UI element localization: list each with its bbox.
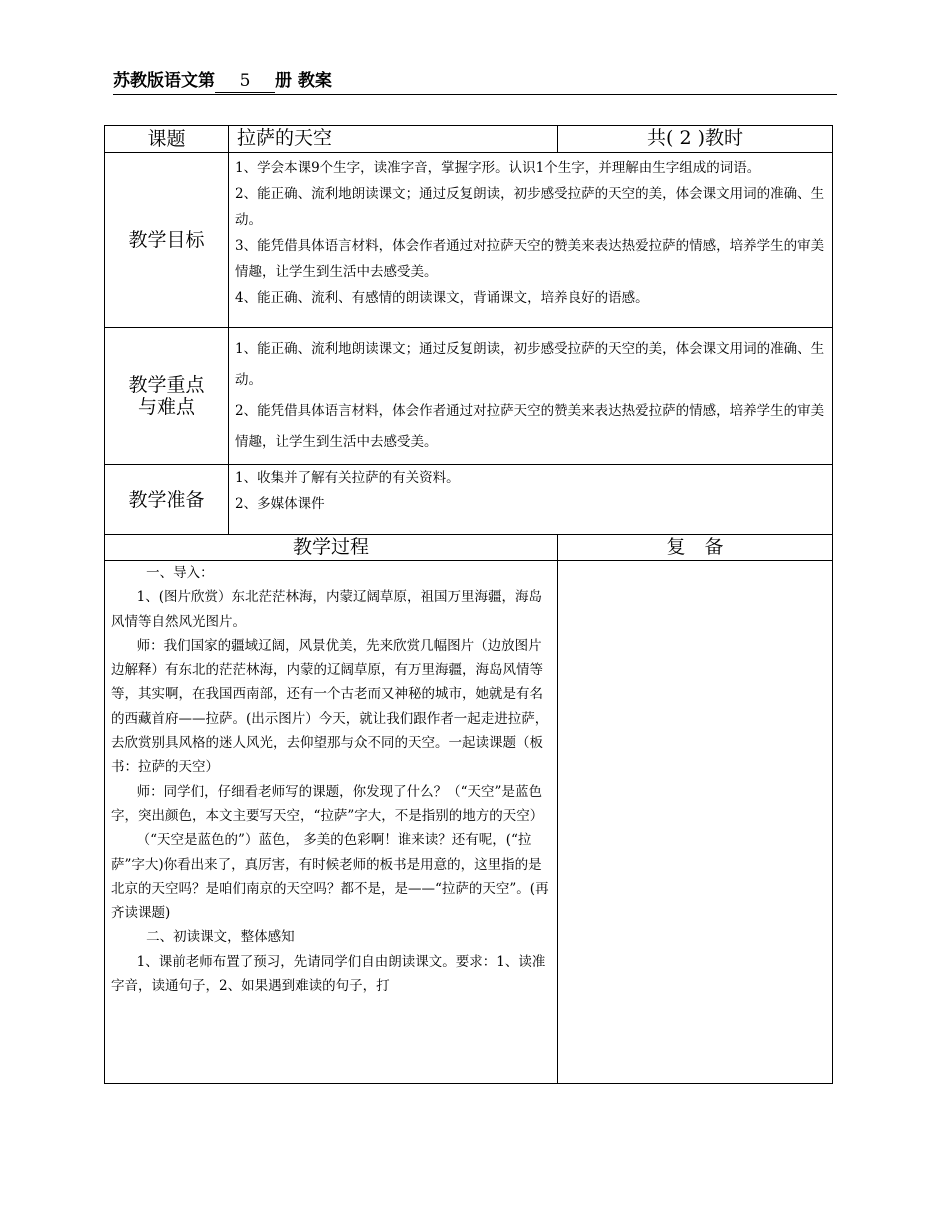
keypoints-label-line1: 教学重点 [128,374,205,396]
process-paragraph: 二、初读课文，整体感知 [146,929,295,946]
objectives-label: 教学目标 [105,153,229,328]
keypoint-item: 2、能凭借具体语言材料，体会作者通过对拉萨天空的赞美来表达热爱拉萨的情感，培养学生的审美情趣，让学生到生活中去感受美。 [235,403,825,450]
keypoints-label [105,328,229,465]
lesson-title: 拉萨的天空 [229,126,558,153]
objective-item: 2、能正确、流利地朗读课文；通过反复朗读，初步感受拉萨的天空的美，体会课文用词的准确、生动。 [235,186,825,228]
volume-number: 5 [215,70,275,93]
review-content [558,561,833,1084]
process-paragraph: 师：我们国家的疆域辽阔，风景优美，先来欣赏几幅图片（边放图片边解释）有东北的茫茫林海，内蒙的辽阔草原，有万里海疆，海岛风情等等，其实啊，在我国西南部，还有一个古老而又神秘的城市，她就是有名的西藏首府——拉萨。(出示图片）今天，就让我们跟作者一起走进拉萨，去欣赏别具风格的迷人风光，去仰望那与众不同的天空。一起读课题（板书：拉萨的天空） [111,637,549,776]
header-suffix: 册 教案 [275,71,332,91]
process-paragraph: 师：同学们，仔细看老师写的课题，你发现了什么？（“天空”是蓝色字，突出颜色，本文主要写天空，“拉萨”字大，不是指别的地方的天空） [111,783,544,824]
process-paragraph: 1、(图片欣赏）东北茫茫林海，内蒙辽阔草原，祖国万里海疆，海岛风情等自然风光图片。 [111,589,542,630]
document-header [113,70,837,95]
keypoints-label-line2: 与难点 [137,396,195,418]
keypoints-cell [229,328,833,465]
process-header: 教学过程 [105,535,558,561]
process-content [105,561,558,1084]
prep-label: 教学准备 [105,465,229,535]
objectives-cell [229,153,833,328]
review-header: 复 备 [558,535,833,561]
topic-label: 课题 [105,126,229,153]
process-paragraph: 1、课前老师布置了预习，先请同学们自由朗读课文。要求：1、读准字音，读通句子，2、如果遇到难读的句子，打 [111,953,546,995]
objective-item: 1、学会本课9个生字，读准字音，掌握字形。认识1个生字，并理解由生字组成的词语。 [235,160,761,176]
prep-cell [229,465,833,535]
header-prefix: 苏教版语文第 [113,71,215,91]
objective-item: 3、能凭借具体语言材料，体会作者通过对拉萨天空的赞美来表达热爱拉萨的情感，培养学生的审美情趣，让学生到生活中去感受美。 [235,238,825,280]
process-paragraph: （“天空是蓝色的”）蓝色， 多美的色彩啊！谁来读？还有呢，(“拉萨”字大)你看出来了，真厉害，有时候老师的板书是用意的，这里指的是北京的天空吗？是咱们南京的天空吗？都不是，是——“拉萨的天空”。(再齐读课题) [111,832,549,922]
objective-item: 4、能正确、流利、有感情的朗读课文，背诵课文，培养良好的语感。 [235,290,649,306]
lesson-plan-table [104,125,833,1084]
prep-item: 2、多媒体课件 [235,496,325,512]
period-count: 共( 2 )教时 [558,126,833,153]
keypoint-item: 1、能正确、流利地朗读课文；通过反复朗读，初步感受拉萨的天空的美，体会课文用词的准确、生动。 [235,341,825,388]
prep-item: 1、收集并了解有关拉萨的有关资料。 [235,470,460,486]
process-paragraph: 一、导入： [146,565,214,581]
